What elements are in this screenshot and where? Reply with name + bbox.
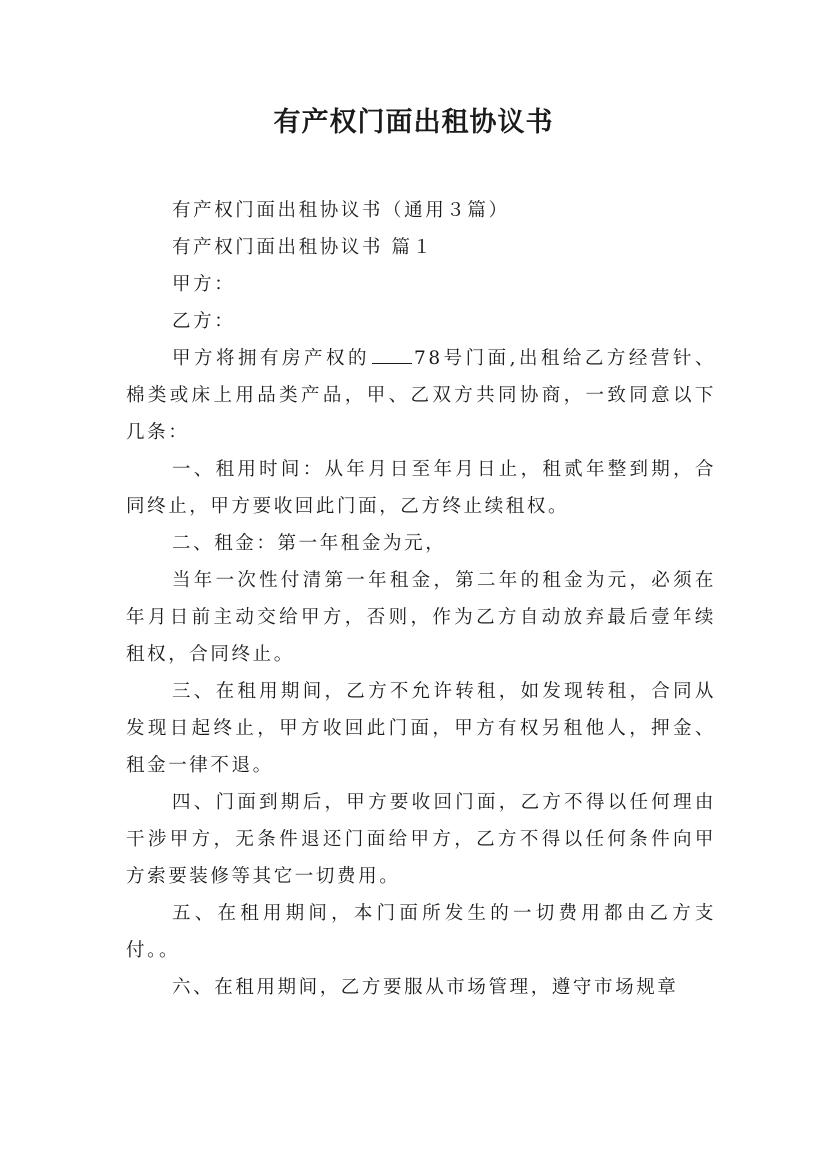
clause-5: 五、在租用期间，本门面所发生的一切费用都由乙方支付。。: [126, 903, 716, 961]
intro-text-after-blank: 78号门面,出租给乙方经营针、棉类或床上用品类产品，甲、乙双方共同协商，一致同意以下几条：: [126, 348, 716, 443]
clause-6: 六、在租用期间，乙方要服从市场管理，遵守市场规章: [172, 977, 679, 998]
section-heading: 有产权门面出租协议书 篇１: [172, 237, 434, 258]
clause-2: 二、租金：第一年租金为元，: [172, 533, 447, 554]
party-a-line: 甲方：: [172, 274, 236, 295]
fill-in-blank: [372, 343, 412, 364]
clause-1: 一、租用时间：从年月日至年月日止，租贰年整到期，合同终止，甲方要收回此门面，乙方终止续租权。: [126, 459, 716, 517]
intro-paragraph: [126, 340, 716, 451]
clause-3: 三、在租用期间，乙方不允许转租，如发现转租，合同从发现日起终止，甲方收回此门面，甲方有权另租他人，押金、租金一律不退。: [126, 681, 716, 776]
party-b-line: 乙方：: [172, 311, 236, 332]
document-title: 有产权门面出租协议书: [273, 107, 554, 138]
document-subtitle: 有产权门面出租协议书（通用３篇）: [172, 200, 510, 221]
document-body: [126, 192, 716, 1006]
intro-text-before-blank: 甲方将拥有房产权的: [172, 348, 370, 369]
clause-4: 四、门面到期后，甲方要收回门面，乙方不得以任何理由干涉甲方，无条件退还门面给甲方，乙方不得以任何条件向甲方索要装修等其它一切费用。: [126, 792, 716, 887]
clause-2-detail: 当年一次性付清第一年租金，第二年的租金为元，必须在年月日前主动交给甲方，否则，作为乙方自动放弃最后壹年续租权，合同终止。: [126, 570, 716, 665]
